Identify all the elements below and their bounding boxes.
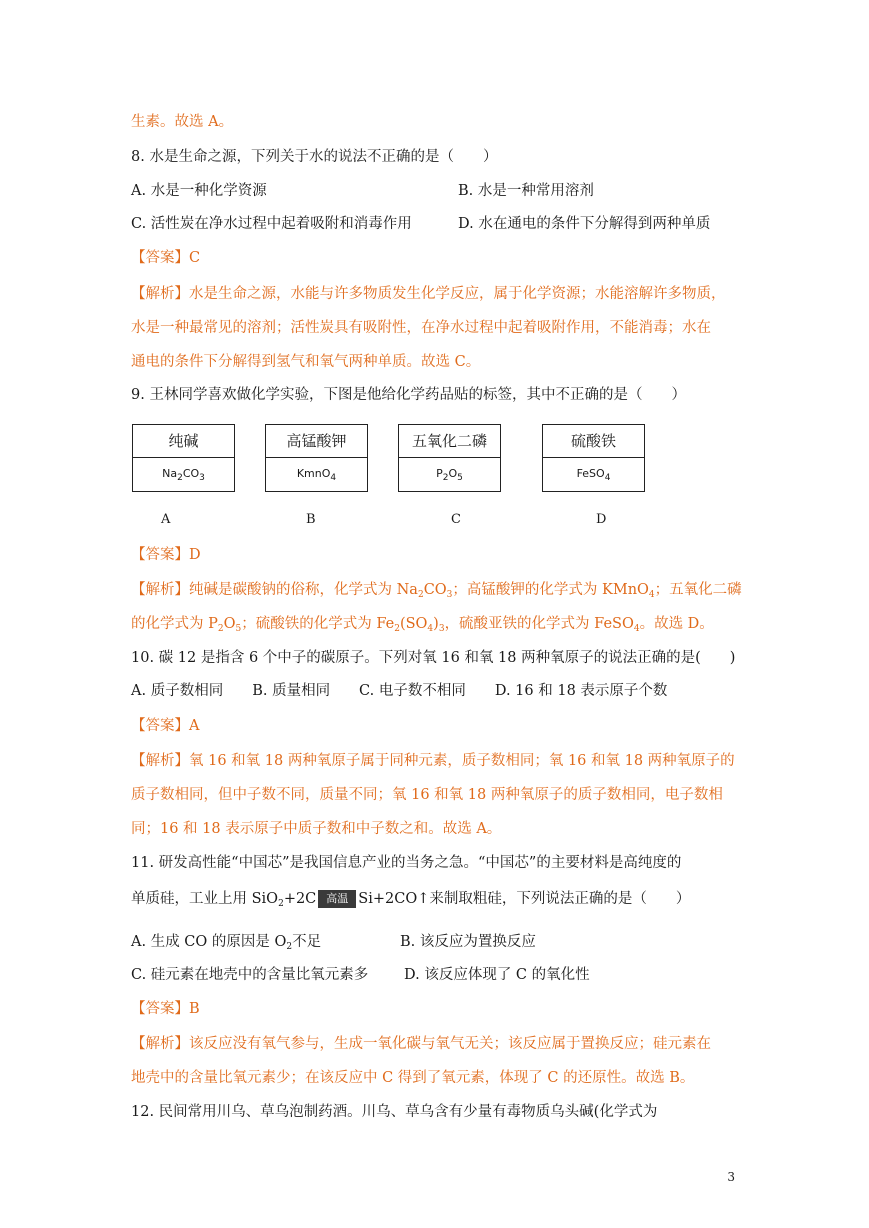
label-d (542, 424, 645, 492)
label-c-name: 五氧化二磷 (399, 425, 500, 458)
label-d-name: 硫酸铁 (543, 425, 644, 458)
page-number: 3 (727, 1170, 735, 1184)
label-c-letter: C (451, 512, 461, 527)
explanation-10-line-1: 【解析】氧 16 和氧 18 两种氧原子属于同种元素，质子数相同；氧 16 和氧 18 两种氧原子的 (131, 753, 735, 769)
label-c-formula: $P_2O_5$ (436, 467, 463, 483)
q8-option-c: C. 活性炭在净水过程中起着吸附和消毒作用 (131, 216, 412, 232)
question-11-line-1: 11. 研发高性能“中国芯”是我国信息产业的当务之急。“中国芯”的主要材料是高纯度的 (131, 855, 682, 871)
explanation-8-line-2: 水是一种最常见的溶剂；活性炭具有吸附性，在净水过程中起着吸附作用，不能消毒；水在 (131, 320, 711, 336)
q11-option-d: D. 该反应体现了 C 的氧化性 (404, 967, 590, 983)
q8-option-b: B. 水是一种常用溶剂 (458, 183, 594, 199)
explanation-9-line-1: 【解析】纯碱是碳酸钠的俗称，化学式为 $Na_2CO_3$；高锰酸钾的化学式为 KMnO$_4$；五氧化二磷 (131, 582, 742, 600)
label-d-formula: FeSO$_4$ (576, 467, 611, 483)
explanation-11-line-1: 【解析】该反应没有氧气参与，生成一氧化碳与氧气无关；该反应属于置换反应；硅元素在 (131, 1036, 711, 1052)
explanation-10-line-3: 同；16 和 18 表示原子中质子数和中子数之和。故选 A。 (131, 821, 502, 837)
label-b-letter: B (306, 512, 316, 527)
answer-11: 【答案】B (131, 1001, 200, 1017)
q10-options: A. 质子数相同 B. 质量相同 C. 电子数不相同 D. 16 和 18 表示原子个数 (131, 683, 668, 699)
explanation-8-line-3: 通电的条件下分解得到氢气和氧气两种单质。故选 C。 (131, 354, 481, 370)
answer-9: 【答案】D (131, 547, 201, 563)
q11-option-b: B. 该反应为置换反应 (400, 934, 536, 950)
label-a-name: 纯碱 (133, 425, 234, 458)
label-a-formula: $Na_2CO_3$ (162, 467, 205, 483)
explanation-10-line-2: 质子数相同，但中子数不同，质量不同；氧 16 和氧 18 两种氧原子的质子数相同，电子数相 (131, 787, 723, 803)
label-c (398, 424, 501, 492)
question-9: 9. 王林同学喜欢做化学实验，下图是他给化学药品贴的标签，其中不正确的是（ ） (131, 387, 686, 403)
question-12: 12. 民间常用川乌、草乌泡制药酒。川乌、草乌含有少量有毒物质乌头碱(化学式为 (131, 1104, 658, 1120)
q8-option-d: D. 水在通电的条件下分解得到两种单质 (458, 216, 711, 232)
label-d-letter: D (596, 512, 607, 527)
explanation-8-line-1: 【解析】水是生命之源，水能与许多物质发生化学反应，属于化学资源；水能溶解许多物质， (131, 286, 726, 302)
q11-option-a: A. 生成 CO 的原因是 $O_2$不足 (131, 934, 322, 952)
question-8: 8. 水是生命之源，下列关于水的说法不正确的是（ ） (131, 149, 498, 165)
explanation-9-line-2: 的化学式为 $P_2O_5$；硫酸铁的化学式为 $Fe_2(SO_4)_3$，硫酸亚铁的化学式为 FeSO$_4$。故选 D。 (131, 616, 714, 634)
question-11-line-2: 单质硅，工业上用 SiO$_2$+2C 高温 Si+2CO↑来制取粗硅，下列说法正确的是（ ） (131, 891, 691, 909)
answer-10: 【答案】A (131, 718, 200, 734)
label-b-name: 高锰酸钾 (266, 425, 367, 458)
q11-option-c: C. 硅元素在地壳中的含量比氧元素多 (131, 967, 369, 983)
reaction-condition: 高温 (318, 890, 356, 908)
explanation-11-line-2: 地壳中的含量比氧元素少；在该反应中 C 得到了氧元素，体现了 C 的还原性。故选 B。 (131, 1070, 695, 1086)
answer-8: 【答案】C (131, 250, 201, 266)
label-b (265, 424, 368, 492)
prev-answer-tail: 生素。故选 A。 (131, 114, 234, 130)
q8-option-a: A. 水是一种化学资源 (131, 183, 267, 199)
label-a-letter: A (161, 512, 171, 527)
question-10: 10. 碳 12 是指含 6 个中子的碳原子。下列对氧 16 和氧 18 两种氧原子的说法正确的是( ) (131, 650, 736, 666)
label-a (132, 424, 235, 492)
label-b-formula: KmnO$_4$ (296, 467, 337, 483)
